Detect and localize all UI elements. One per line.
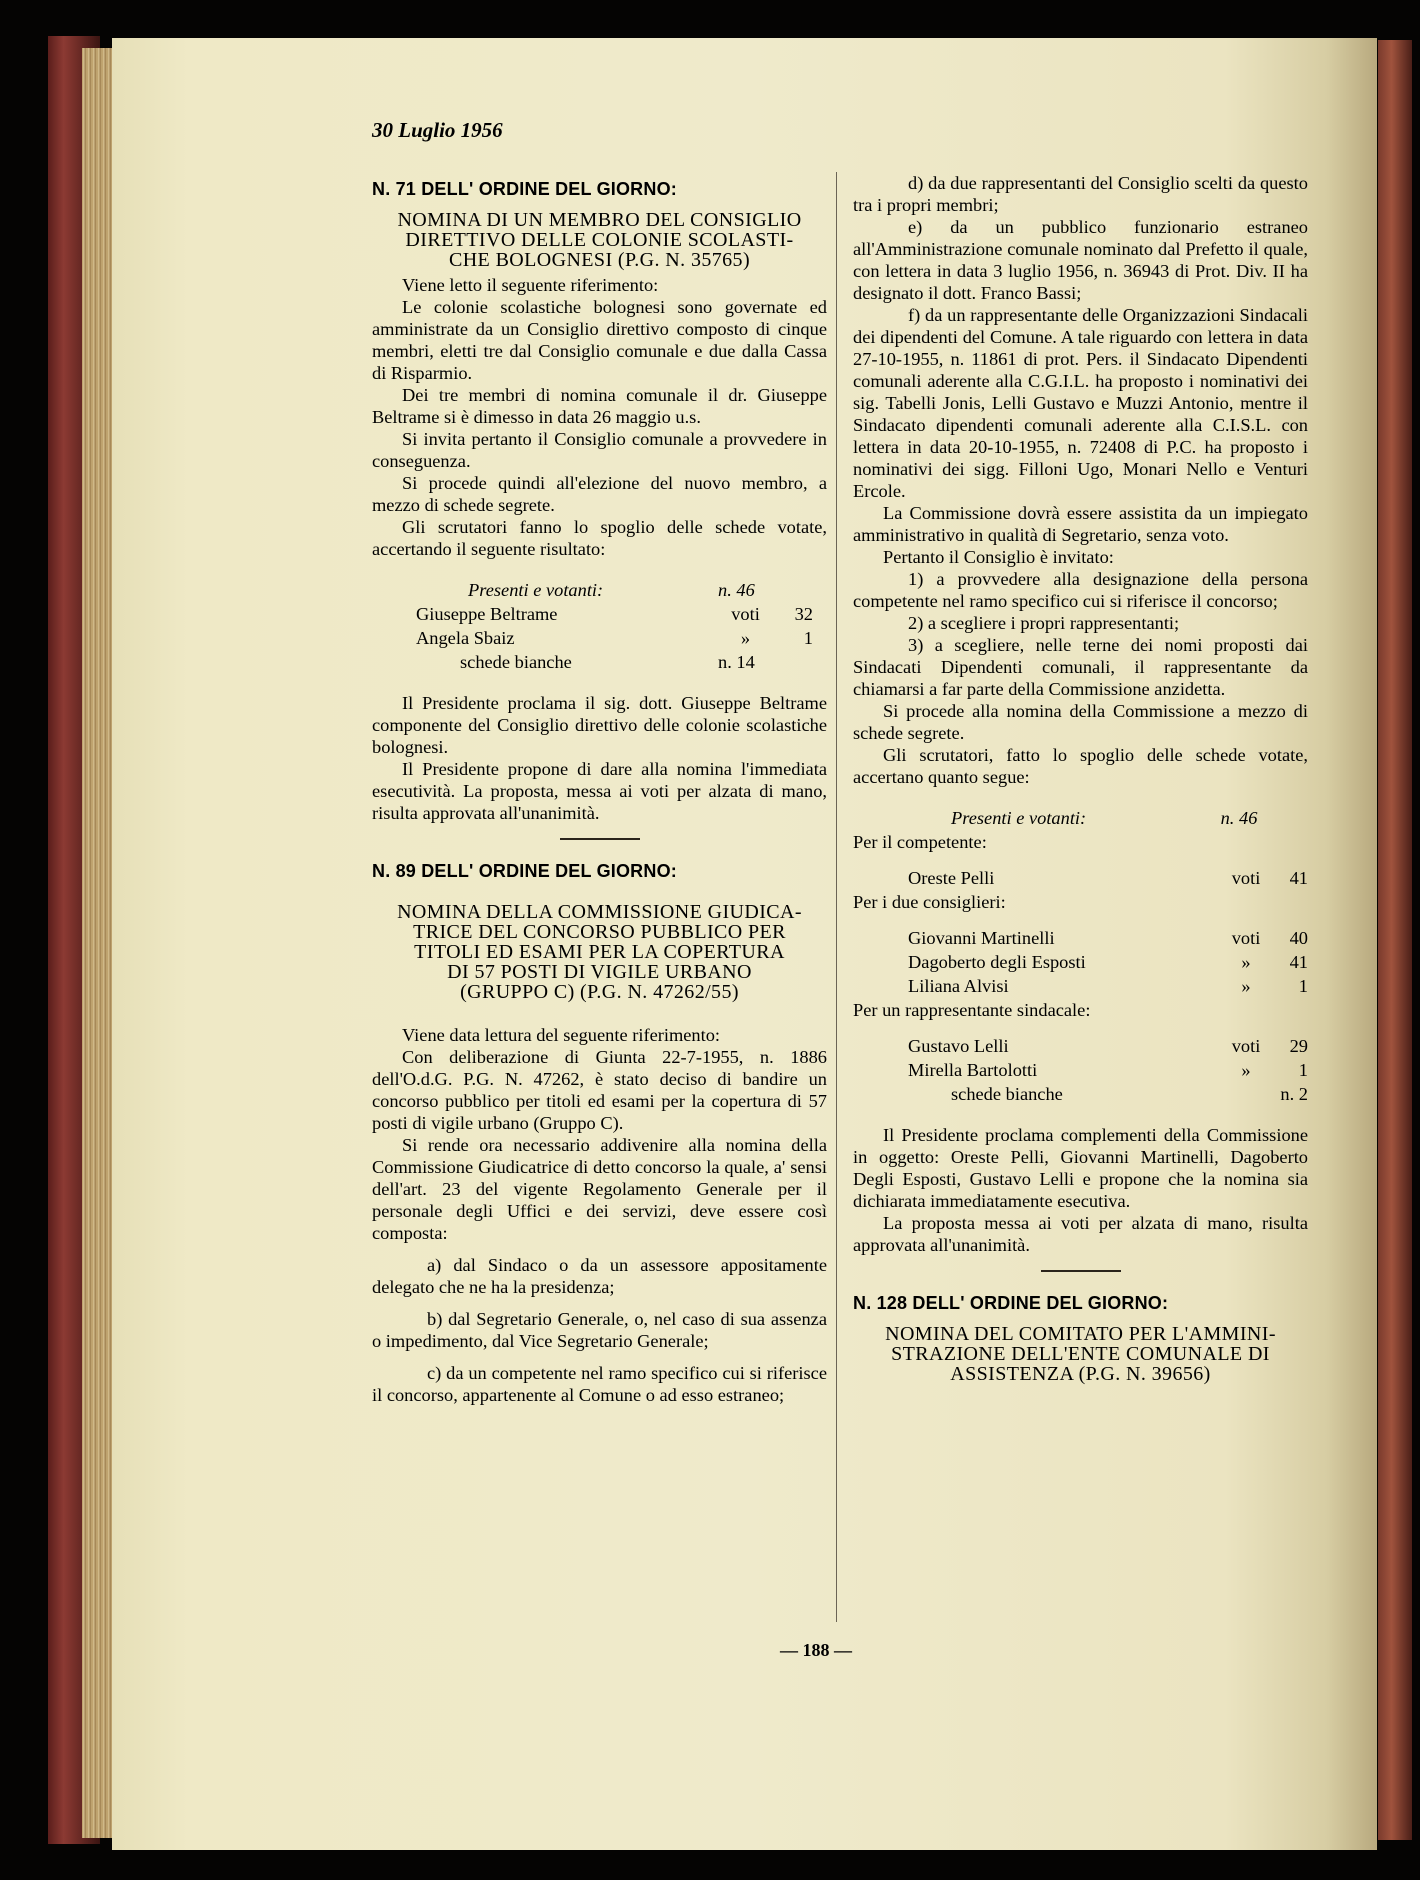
column-divider <box>836 172 837 1622</box>
section-rule <box>560 838 640 840</box>
vote-type: voti <box>1231 868 1261 888</box>
section-label: N. 89 DELL' ORDINE DEL GIORNO: <box>372 861 677 881</box>
group-label: Per i due consiglieri: <box>853 892 1006 912</box>
right-cover-edge <box>1378 40 1412 1840</box>
title-line: DI 57 POSTI DI VIGILE URBANO <box>447 961 752 983</box>
vote-type: voti <box>731 604 760 624</box>
vote-type: voti <box>1231 928 1261 948</box>
title-line: NOMINA DEL COMITATO PER L'AMMINI- <box>885 1323 1276 1345</box>
title-line: (GRUPPO C) (P.G. N. 47262/55) <box>460 981 739 1003</box>
list-item: 2) a scegliere i propri rappresentanti; <box>908 613 1180 633</box>
vote-table <box>853 806 1308 1106</box>
page-number: — 188 — <box>780 1640 852 1660</box>
group-label: Per il competente: <box>853 832 987 852</box>
section-label: N. 128 DELL' ORDINE DEL GIORNO: <box>853 1293 1169 1313</box>
paragraph: Il Presidente proclama complementi della Commissione in oggetto: Oreste Pelli, Giovanni Martinelli, Dagoberto Degli Esposti, Gustavo Lelli e propone che la nomina sia dichiarata immediatamente esecutiva. <box>853 1125 1308 1211</box>
list-item: c) da un competente nel ramo specifico cui si riferisce il concorso, appartenente al Comune o ad esso estraneo; <box>372 1363 827 1405</box>
candidate-name: Giuseppe Beltrame <box>416 604 558 624</box>
vote-count: 1 <box>1298 1060 1308 1080</box>
blank-ballots-label: schede bianche <box>951 1084 1063 1104</box>
candidate-name: Liliana Alvisi <box>908 976 1009 996</box>
paragraph: Le colonie scolastiche bolognesi sono governate ed amministrate da un Consiglio direttivo composto di cinque membri, eletti tre dal Consiglio comunale e due dalla Cassa di Risparmio. <box>372 297 827 383</box>
vote-type: » <box>1241 976 1251 996</box>
present-label: Presenti e votanti: <box>951 808 1087 828</box>
present-label: Presenti e votanti: <box>468 580 604 600</box>
section-title <box>372 210 827 270</box>
candidate-name: Gustavo Lelli <box>908 1036 1009 1056</box>
candidate-name: Angela Sbaiz <box>416 628 515 648</box>
vote-type: » <box>1241 952 1251 972</box>
section-label: N. 71 DELL' ORDINE DEL GIORNO: <box>372 179 677 199</box>
vote-row <box>853 950 1308 974</box>
vote-count: 1 <box>1298 976 1308 996</box>
vote-row <box>853 926 1308 950</box>
list-item: d) da due rappresentanti del Consiglio scelti da questo tra i propri membri; <box>853 173 1308 215</box>
paragraph: La Commissione dovrà essere assistita da un impiegato amministrativo in qualità di Segretario, senza voto. <box>853 503 1308 545</box>
paragraph: Il Presidente proclama il sig. dott. Giuseppe Beltrame componente del Consiglio direttivo delle colonie scolastiche bolognesi. <box>372 693 827 757</box>
title-line: TITOLI ED ESAMI PER LA COPERTURA <box>414 941 785 963</box>
candidate-name: Giovanni Martinelli <box>908 928 1055 948</box>
list-item: a) dal Sindaco o da un assessore appositamente delegato che ne ha la presidenza; <box>372 1255 827 1297</box>
list-item: 1) a provvedere alla designazione della persona competente nel ramo specifico cui si riferisce il concorso; <box>853 569 1308 611</box>
title-line: ASSISTENZA (P.G. N. 39656) <box>950 1363 1211 1385</box>
page-header-date: 30 Luglio 1956 <box>372 118 503 142</box>
section-title <box>853 1324 1308 1384</box>
title-line: TRICE DEL CONCORSO PUBBLICO PER <box>413 921 786 943</box>
paragraph: Pertanto il Consiglio è invitato: <box>883 547 1114 567</box>
paragraph: Si procede quindi all'elezione del nuovo membro, a mezzo di schede segrete. <box>372 473 827 515</box>
vote-row <box>853 1058 1308 1082</box>
group-label: Per un rappresentante sindacale: <box>853 1000 1091 1020</box>
paragraph: Si invita pertanto il Consiglio comunale a provvedere in conseguenza. <box>372 429 827 471</box>
vote-row <box>853 866 1308 890</box>
present-count: n. 46 <box>1220 808 1258 828</box>
vote-count: 32 <box>794 604 813 624</box>
present-count: n. 46 <box>718 580 755 600</box>
blank-ballots-count: n. 2 <box>1280 1084 1308 1104</box>
title-line: CHE BOLOGNESI (P.G. N. 35765) <box>448 249 751 271</box>
paragraph: Viene data lettura del seguente riferimento: <box>402 1025 721 1045</box>
title-line: DIRETTIVO DELLE COLONIE SCOLASTI- <box>405 229 794 251</box>
vote-count: 1 <box>803 628 813 648</box>
candidate-name: Mirella Bartolotti <box>908 1060 1038 1080</box>
paragraph: Gli scrutatori fanno lo spoglio delle schede votate, accertando il seguente risultato: <box>372 517 827 559</box>
candidate-name: Dagoberto degli Esposti <box>908 952 1086 972</box>
section-rule <box>1041 1270 1121 1272</box>
paragraph: Gli scrutatori, fatto lo spoglio delle schede votate, accertano quanto segue: <box>853 745 1308 787</box>
vote-row <box>416 626 813 650</box>
paragraph: Dei tre membri di nomina comunale il dr. Giuseppe Beltrame si è dimesso in data 26 maggio u.s. <box>372 385 827 427</box>
vote-count: 41 <box>1289 952 1308 972</box>
list-item: e) da un pubblico funzionario estraneo all'Amministrazione comunale nominato dal Prefetto il quale, con lettera in data 3 luglio 1956, n. 36943 di Prot. Div. II ha designato il dott. Franco Bassi; <box>853 217 1308 303</box>
paragraph: Si procede alla nomina della Commissione a mezzo di schede segrete. <box>853 701 1308 743</box>
paragraph: Viene letto il seguente riferimento: <box>402 275 659 295</box>
paragraph: Si rende ora necessario addivenire alla nomina della Commissione Giudicatrice di detto concorso la quale, a' sensi dell'art. 23 del vigente Regolamento Generale per il personale degli Uffici e dei servizi, deve essere così composta: <box>372 1135 827 1243</box>
vote-table <box>416 578 813 674</box>
paragraph: Il Presidente propone di dare alla nomina l'immediata esecutività. La proposta, messa ai voti per alzata di mano, risulta approvata all'unanimità. <box>372 759 827 823</box>
vote-count: 29 <box>1289 1036 1308 1056</box>
list-item: b) dal Segretario Generale, o, nel caso di sua assenza o impedimento, dal Vice Segretario Generale; <box>372 1309 827 1351</box>
title-line: STRAZIONE DELL'ENTE COMUNALE DI <box>891 1343 1270 1365</box>
paragraph: Con deliberazione di Giunta 22-7-1955, n. 1886 dell'O.d.G. P.G. N. 47262, è stato deciso di bandire un concorso pubblico per titoli ed esami per la copertura di 57 posti di vigile urbano (Gruppo C). <box>372 1047 827 1133</box>
vote-row <box>853 974 1308 998</box>
list-item: 3) a scegliere, nelle terne dei nomi proposti dai Sindacati Dipendenti comunali, il rappresentante da chiamarsi a far parte della Commissione anzidetta. <box>853 635 1308 699</box>
vote-count: 40 <box>1289 928 1308 948</box>
list-item: f) da un rappresentante delle Organizzazioni Sindacali dei dipendenti del Comune. A tale riguardo con lettera in data 27-10-1955, n. 11861 di prot. Pers. il Sindacato Dipendenti comunali aderente alla C.G.I.L. ha proposto i nominativi dei sig. Tabelli Jonis, Lelli Gustavo e Muzzi Antonio, mentre il Sindacato dipendenti comunali aderente alla C.I.S.L. con lettera in data 20-10-1955, n. 72408 di P.C. ha proposto i nominativi dei sigg. Filloni Ugo, Monari Nello e Venturi Ercole. <box>853 305 1308 501</box>
right-column <box>853 172 1308 1388</box>
vote-type: » <box>1241 1060 1251 1080</box>
section-title <box>372 902 827 1002</box>
vote-type: » <box>740 628 751 648</box>
title-line: NOMINA DELLA COMMISSIONE GIUDICA- <box>397 901 802 923</box>
blank-ballots-label: schede bianche <box>460 652 572 672</box>
title-line: NOMINA DI UN MEMBRO DEL CONSIGLIO <box>397 209 802 231</box>
vote-row <box>853 1034 1308 1058</box>
vote-row <box>416 602 813 626</box>
vote-type: voti <box>1231 1036 1261 1056</box>
candidate-name: Oreste Pelli <box>908 868 995 888</box>
paragraph: La proposta messa ai voti per alzata di mano, risulta approvata all'unanimità. <box>853 1213 1308 1255</box>
vote-count: 41 <box>1289 868 1308 888</box>
blank-ballots-count: n. 14 <box>718 652 755 672</box>
left-column <box>372 172 827 1406</box>
